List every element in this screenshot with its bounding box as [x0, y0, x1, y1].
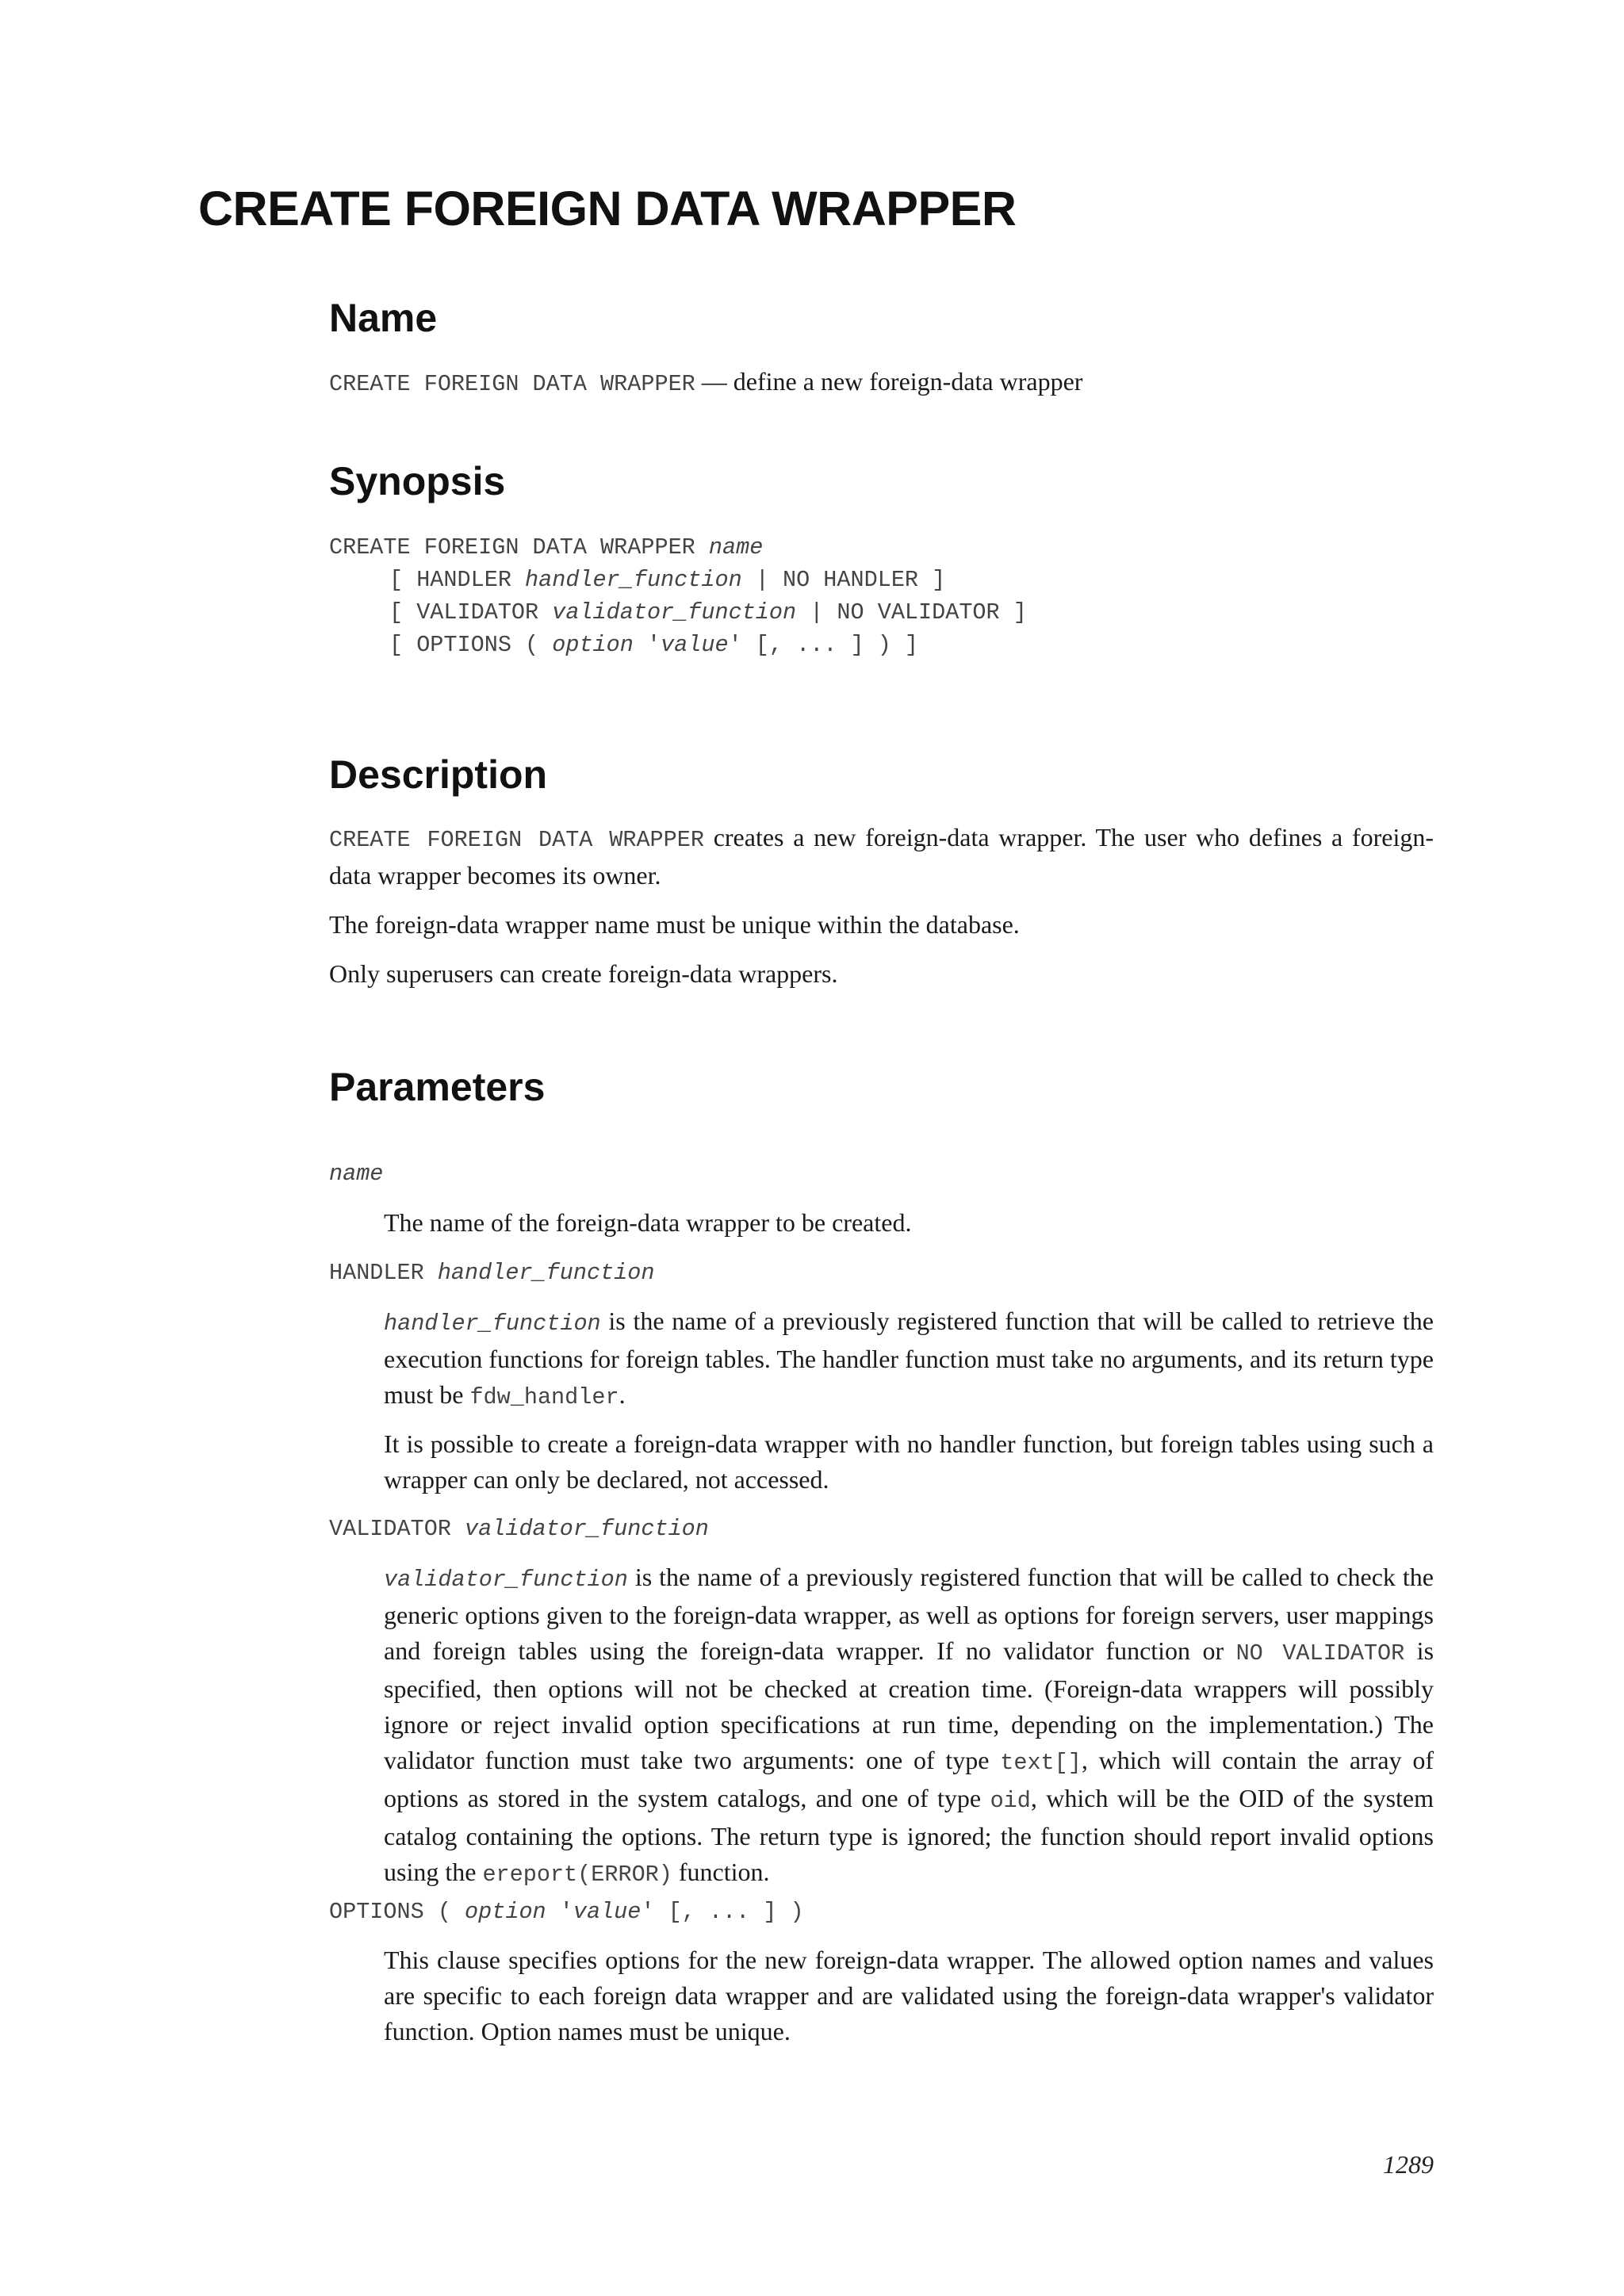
inline-argument: handler_function	[384, 1311, 601, 1337]
paragraph-text: , which will contain the array of options as stored in the system catalogs, and one of type	[384, 1746, 1434, 1812]
param-desc-name: The name of the foreign-data wrapper to be created.	[384, 1208, 912, 1237]
term-argument: validator_function	[465, 1516, 709, 1542]
synopsis-block	[329, 531, 1027, 661]
page-title: CREATE FOREIGN DATA WRAPPER	[198, 182, 1017, 235]
paragraph-text: creates a new foreign-data wrapper. The user who defines a foreign-data wrapper becomes its owner.	[329, 823, 1434, 890]
synopsis-argument: validator_function	[552, 599, 797, 626]
synopsis-argument: handler_function	[525, 567, 742, 593]
paragraph-text: is the name of a previously registered function that will be called to check the generic options given to the foreign-data wrapper, as well as options for foreign servers, user mappings and foreign tables using the foreign-data wrapper. If no validator function or	[384, 1563, 1434, 1665]
param-term-options	[329, 1899, 804, 1925]
inline-code: text[]	[1000, 1750, 1082, 1776]
name-purpose: — define a new foreign-data wrapper	[695, 367, 1083, 396]
term-keyword: VALIDATOR	[329, 1516, 465, 1542]
param-desc-validator	[384, 1559, 1434, 1892]
param-desc-handler-2: It is possible to create a foreign-data wrapper with no handler function, but foreign tables using such a wrapper can only be declared, not accessed.	[384, 1429, 1434, 1494]
synopsis-keyword: | NO HANDLER ]	[741, 567, 946, 593]
synopsis-keyword: [ VALIDATOR	[389, 599, 553, 626]
inline-code: ereport(ERROR)	[482, 1862, 672, 1888]
synopsis-line-4	[329, 629, 1027, 661]
name-heading: Name	[329, 296, 438, 340]
synopsis-argument: value	[661, 632, 729, 658]
paragraph-text: is specified, then options will not be checked at creation time. (Foreign-data wrappers will possibly ignore or reject invalid option specifications at run time, depending on the implementation.) The validator function must take two arguments: one of type	[384, 1636, 1434, 1774]
term-keyword: HANDLER	[329, 1260, 438, 1286]
inline-code: fdw_handler	[469, 1384, 619, 1410]
term-argument: name	[329, 1161, 384, 1187]
paragraph-text: .	[619, 1380, 626, 1409]
term-quote: '	[546, 1899, 573, 1925]
param-term-validator	[329, 1516, 709, 1542]
name-line	[329, 364, 1434, 402]
description-paragraph-3: Only superusers can create foreign-data wrappers.	[329, 959, 838, 988]
synopsis-argument: name	[708, 534, 764, 561]
synopsis-argument: option	[552, 632, 634, 658]
description-paragraph-2: The foreign-data wrapper name must be unique within the database.	[329, 910, 1020, 939]
term-argument: handler_function	[437, 1260, 655, 1286]
description-paragraph-1	[329, 820, 1434, 894]
synopsis-line-3	[329, 596, 1027, 629]
param-term-name	[329, 1161, 383, 1187]
inline-code: oid	[990, 1788, 1031, 1814]
synopsis-keyword: [ OPTIONS (	[389, 632, 553, 658]
inline-code: CREATE FOREIGN DATA WRAPPER	[329, 827, 704, 853]
synopsis-quote: '	[633, 632, 661, 658]
term-argument: value	[573, 1899, 642, 1925]
synopsis-line-1	[329, 531, 1027, 564]
inline-code: NO VALIDATOR	[1235, 1640, 1405, 1667]
synopsis-heading: Synopsis	[329, 459, 506, 503]
inline-argument: validator_function	[384, 1567, 628, 1593]
term-keyword: ' [, ... ] )	[641, 1899, 804, 1925]
paragraph-text: function.	[672, 1858, 770, 1886]
param-term-handler	[329, 1260, 654, 1286]
synopsis-line-2	[329, 564, 1027, 596]
page-number: 1289	[1383, 2150, 1434, 2179]
synopsis-keyword: | NO VALIDATOR ]	[796, 599, 1027, 626]
synopsis-keyword: ' [, ... ] ) ]	[728, 632, 919, 658]
paragraph-text: is the name of a previously registered function that will be called to retrieve the execution functions for foreign tables. The handler function must take no arguments, and its return type must be	[384, 1307, 1434, 1409]
param-desc-options: This clause specifies options for the new foreign-data wrapper. The allowed option names and values are specific to each foreign data wrapper and are validated using the foreign-data wrapper's validator function. Option names must be unique.	[384, 1946, 1434, 2045]
parameters-heading: Parameters	[329, 1065, 546, 1109]
param-desc-handler-1	[384, 1303, 1434, 1415]
description-heading: Description	[329, 752, 548, 797]
term-argument: option	[465, 1899, 546, 1925]
paragraph-text: , which will be the OID of the system catalog containing the options. The return type is ignored; the function should report invalid options using the	[384, 1784, 1434, 1886]
name-command: CREATE FOREIGN DATA WRAPPER	[329, 371, 695, 397]
synopsis-keyword: [ HANDLER	[389, 567, 526, 593]
term-keyword: OPTIONS (	[329, 1899, 465, 1925]
synopsis-keyword: CREATE FOREIGN DATA WRAPPER	[329, 534, 709, 561]
